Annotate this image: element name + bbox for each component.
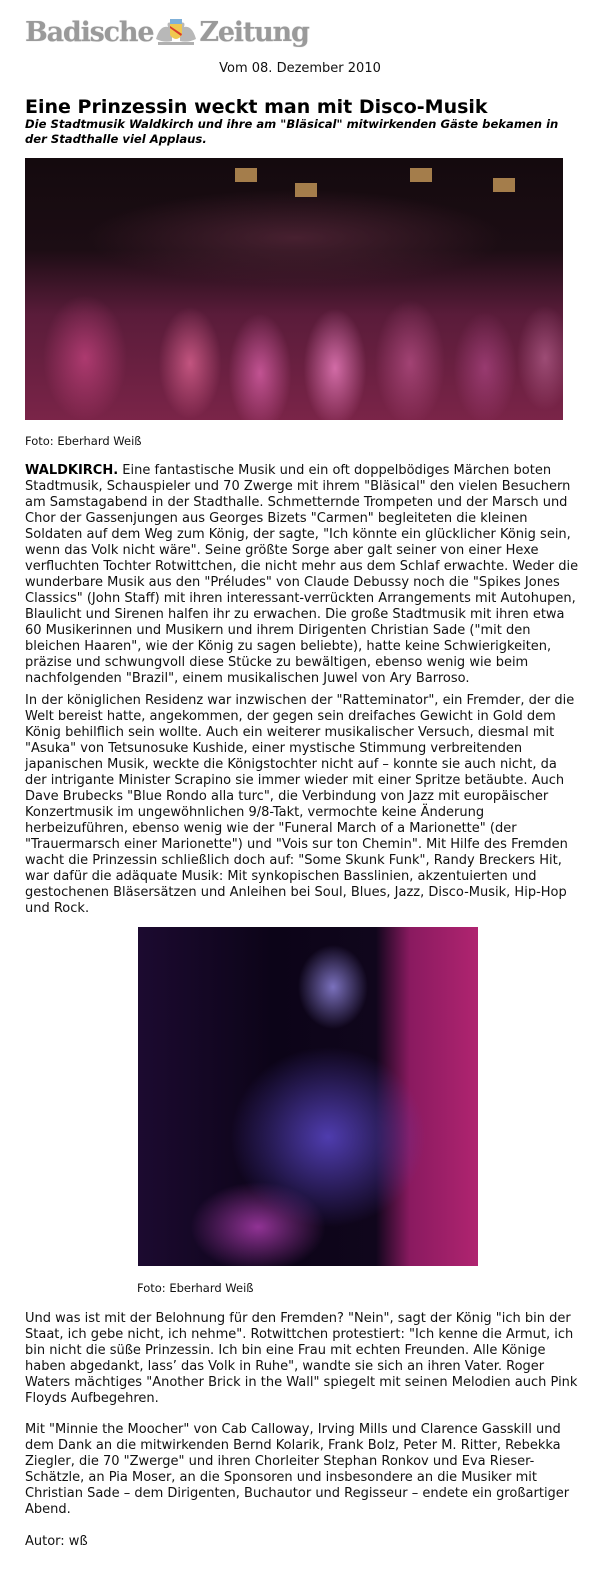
article-author: Autor: wß xyxy=(25,1534,88,1549)
article-headline: Eine Prinzessin weckt man mit Disco-Musik xyxy=(25,96,488,118)
masthead-left: Badische xyxy=(25,16,154,48)
music-stand xyxy=(493,178,515,192)
article-subheadline: Die Stadtmusik Waldkirch und ihre am "Bläsical" mitwirkenden Gäste bekamen in der Stadthalle viel Applaus. xyxy=(25,117,559,146)
music-stand xyxy=(235,168,257,182)
photo-credit: Foto: Eberhard Weiß xyxy=(25,434,142,448)
music-stand xyxy=(295,183,317,197)
article-photo-actor xyxy=(138,927,478,1266)
article-paragraph xyxy=(25,463,580,687)
article-paragraph: In der königlichen Residenz war inzwischen der "Ratteminator", ein Fremder, der die Welt bereist hatte, angekommen, der gegen sein dreifaches Gewicht in Gold dem König behilflich sein wollte. Auch ein weiterer musikalischer Versuch, diesmal mit "Asuka" von Tetsunosuke Kushide, einer mystische Stimmung verbreitenden japanischen Musik, weckte die Königstochter nicht auf – konnte sie auch nicht, da der intrigante Minister Scrapino sie immer wieder mit einer Spritze betäubte. Auch Dave Brubecks "Blue Rondo alla turc", die Verbindung von Jazz mit europäischer Konzertmusik im ungewöhnlichen 9/8-Takt, vermochte keine Änderung herbeizuführen, ebenso wenig wie der "Funeral March of a Marionette" (der "Trauermarsch einer Marionette") und "Vois sur ton Chemin". Mit Hilfe des Fremden wacht die Prinzessin schließlich doch auf: "Some Skunk Funk", Randy Breckers Hit, war dafür die adäquate Musik: Mit synkopischen Basslinien, akzentuierten und gestochenen Bläsersätzen und Anleihen bei Soul, Blues, Jazz, Disco-Musik, Hip-Hop und Rock. xyxy=(25,693,575,916)
photo-credit: Foto: Eberhard Weiß xyxy=(137,1281,254,1295)
publication-date: Vom 08. Dezember 2010 xyxy=(219,61,381,76)
masthead-logo xyxy=(25,12,309,52)
music-stand xyxy=(410,168,432,182)
paragraph-text: Eine fantastische Musik und ein oft doppelbödiges Märchen boten Stadtmusik, Schauspieler und 70 Zwerge mit ihrem "Bläsical" den vielen Besuchern am Samstagabend in der Stadthalle. Schmetternde Trompeten und der Marsch und Chor der Gassenjungen aus Georges Bizets "Carmen" begleiteten die kleinen Soldaten auf dem Weg zum König, der sagte, "Ich könnte ein glücklicher König sein, wenn das Volk nicht wäre". Seine größte Sorge aber galt seiner von einer Hexe verfluchten Tochter Rotwittchen, die nicht mehr aus dem Schlaf erwachte. Weder die wunderbare Musik aus den "Préludes" von Claude Debussy noch die "Spikes Jones Classics" (John Staff) mit ihren interessant-verrückten Arrangements mit Autohupen, Blaulicht und Sirenen halfen ihr zu erwachen. Die große Stadtmusik mit ihren etwa 60 Musikerinnen und Musikern und ihrem Dirigenten Christian Sade ("mit den bleichen Haaren", wie der König zu sagen beliebte), hatte keine Schwierigkeiten, präzise und schwungvoll diese Stücke zu bewältigen, ebenso wenig wie beim nachfolgenden "Brazil", einem musikalischen Juwel von Ary Barroso. xyxy=(25,463,579,686)
masthead-right: Zeitung xyxy=(199,16,309,48)
article-photo-choir xyxy=(25,158,563,420)
article-paragraph: Mit "Minnie the Moocher" von Cab Calloway, Irving Mills und Clarence Gasskill und dem Dank an die mitwirkenden Bernd Kolarik, Frank Bolz, Peter M. Ritter, Rebekka Ziegler, die 70 "Zwerge" und ihren Chorleiter Stephan Ronkov und Eva Rieser-Schätzle, an Pia Moser, an die Sponsoren und insbesondere an die Musiker mit Christian Sade – dem Dirigenten, Buchautor und Regisseur – endete ein großartiger Abend. xyxy=(25,1422,570,1517)
dateline-place: WALDKIRCH. xyxy=(25,463,119,478)
coat-of-arms-icon xyxy=(154,17,198,47)
article-paragraph: Und was ist mit der Belohnung für den Fremden? "Nein", sagt der König "ich bin der Staat, ich gebe nicht, ich nehme". Rotwittchen protestiert: "Ich kenne die Armut, ich bin nicht die süße Prinzessin. Ich bin eine Frau mit echten Freunden. Alle Könige haben abgedankt, lass’ das Volk in Ruhe", wandte sie sich an ihren Vater. Roger Waters mächtiges "Another Brick in the Wall" spiegelt mit seinen Melodien auch Pink Floyds Aufbegehren. xyxy=(25,1311,578,1406)
